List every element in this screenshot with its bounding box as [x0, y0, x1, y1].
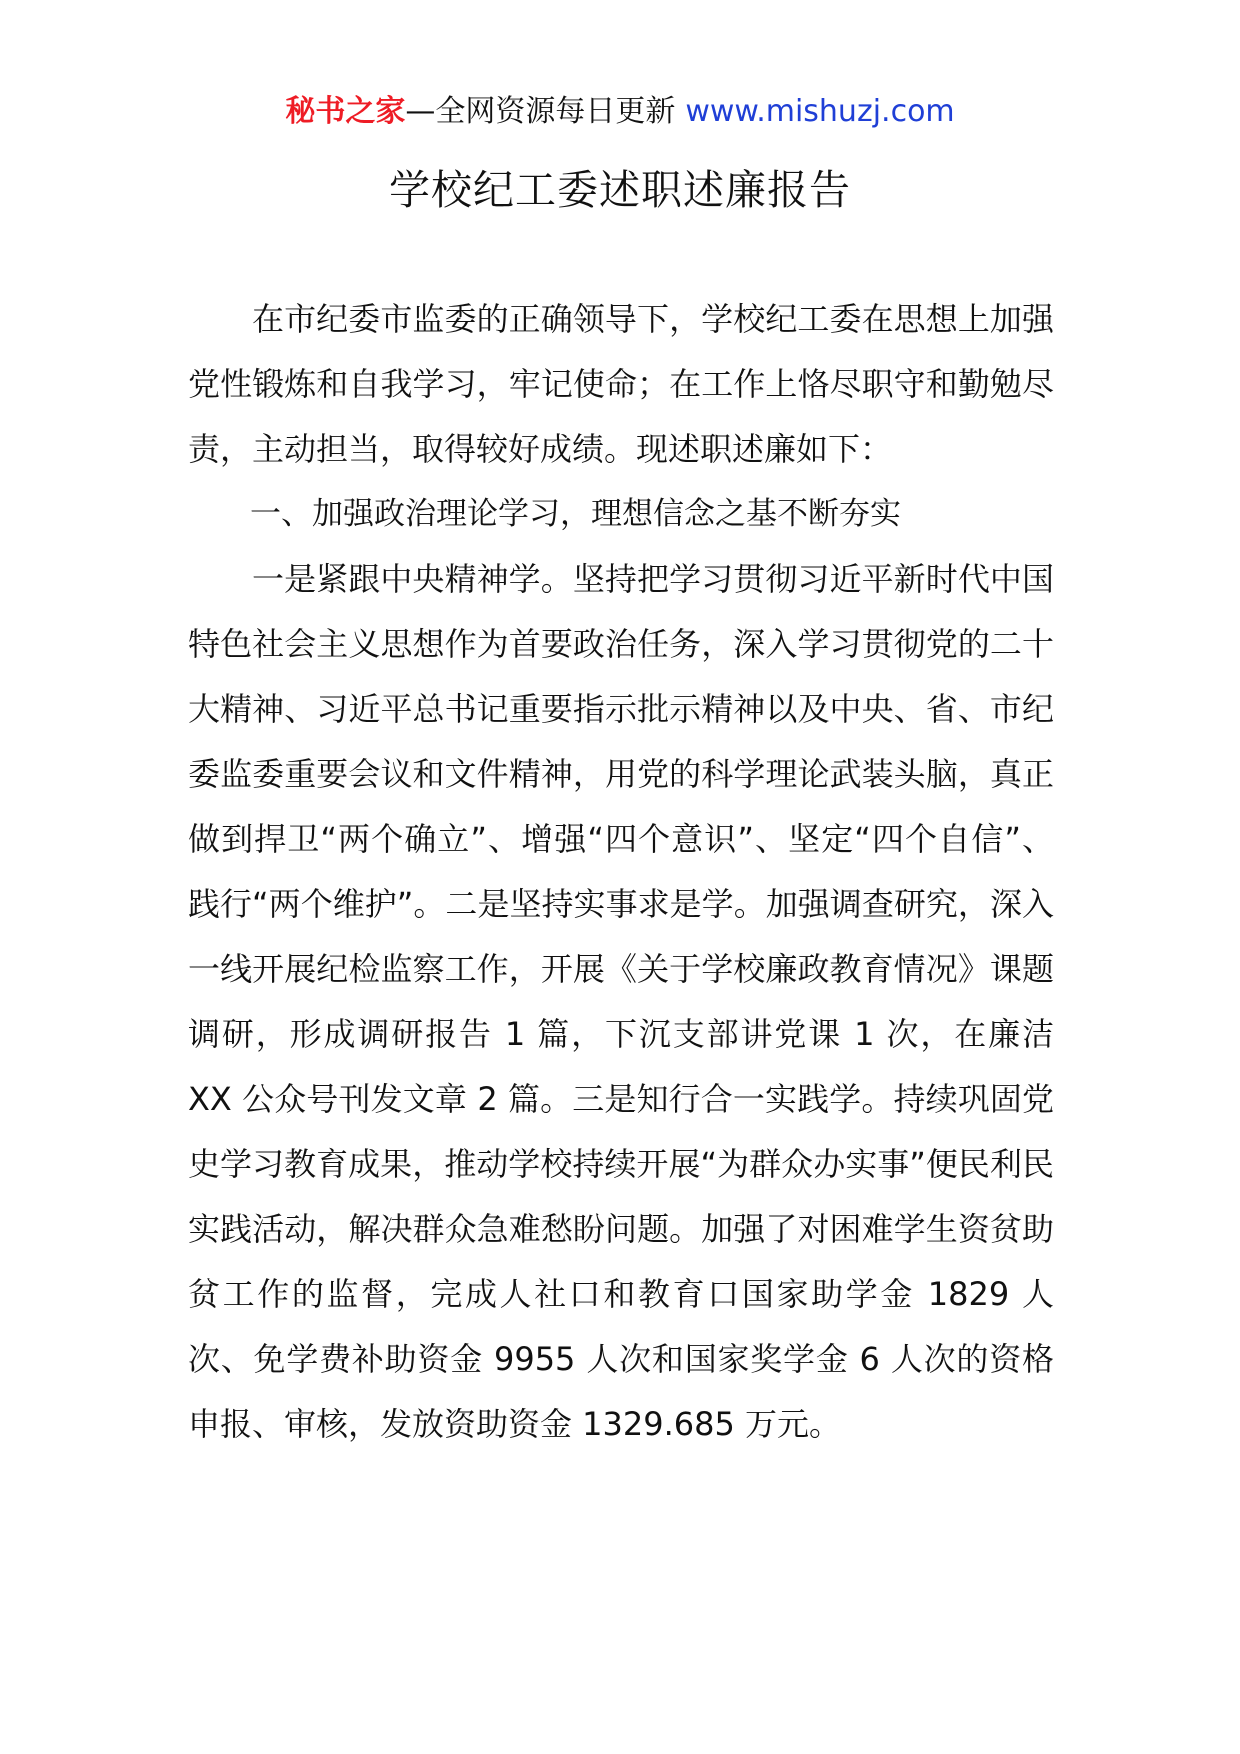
site-url-link[interactable]: www.mishuzj.com: [685, 94, 955, 129]
section-1-heading: 一、加强政治理论学习，理想信念之基不断夯实: [250, 496, 901, 532]
document-title: 学校纪工委述职述廉报告: [389, 166, 851, 214]
intro-paragraph: 在市纪委市监委的正确领导下，学校纪工委在思想上加强党性锻炼和自我学习，牢记使命；在工作上恪尽职守和勤勉尽责，主动担当，取得较好成绩。现述职述廉如下：: [188, 300, 1054, 468]
document-body: [188, 287, 1054, 1457]
brand-name: 秘书之家: [285, 94, 406, 129]
section-1-paragraph: 一是紧跟中央精神学。坚持把学习贯彻习近平新时代中国特色社会主义思想作为首要政治任务，深入学习贯彻党的二十大精神、习近平总书记重要指示批示精神以及中央、省、市纪委监委重要会议和文件精神，用党的科学理论武装头脑，真正做到捍卫“两个确立”、增强“四个意识”、坚定“四个自信”、践行“两个维护”。二是坚持实事求是学。加强调查研究，深入一线开展纪检监察工作，开展《关于学校廉政教育情况》课题调研，形成调研报告 1 篇，下沉支部讲党课 1 次，在廉洁 XX 公众号刊发文章 2 篇。三是知行合一实践学。持续巩固党史学习教育成果，推动学校持续开展“为群众办实事”便民利民实践活动，解决群众急难愁盼问题。加强了对困难学生资贫助贫工作的监督，完成人社口和教育口国家助学金 1829 人次、免学费补助资金 9955 人次和国家奖学金 6 人次的资格申报、审核，发放资助资金 1329.685 万元。: [188, 560, 1054, 1443]
site-slogan: —全网资源每日更新: [405, 94, 676, 129]
site-header: [0, 92, 1240, 132]
